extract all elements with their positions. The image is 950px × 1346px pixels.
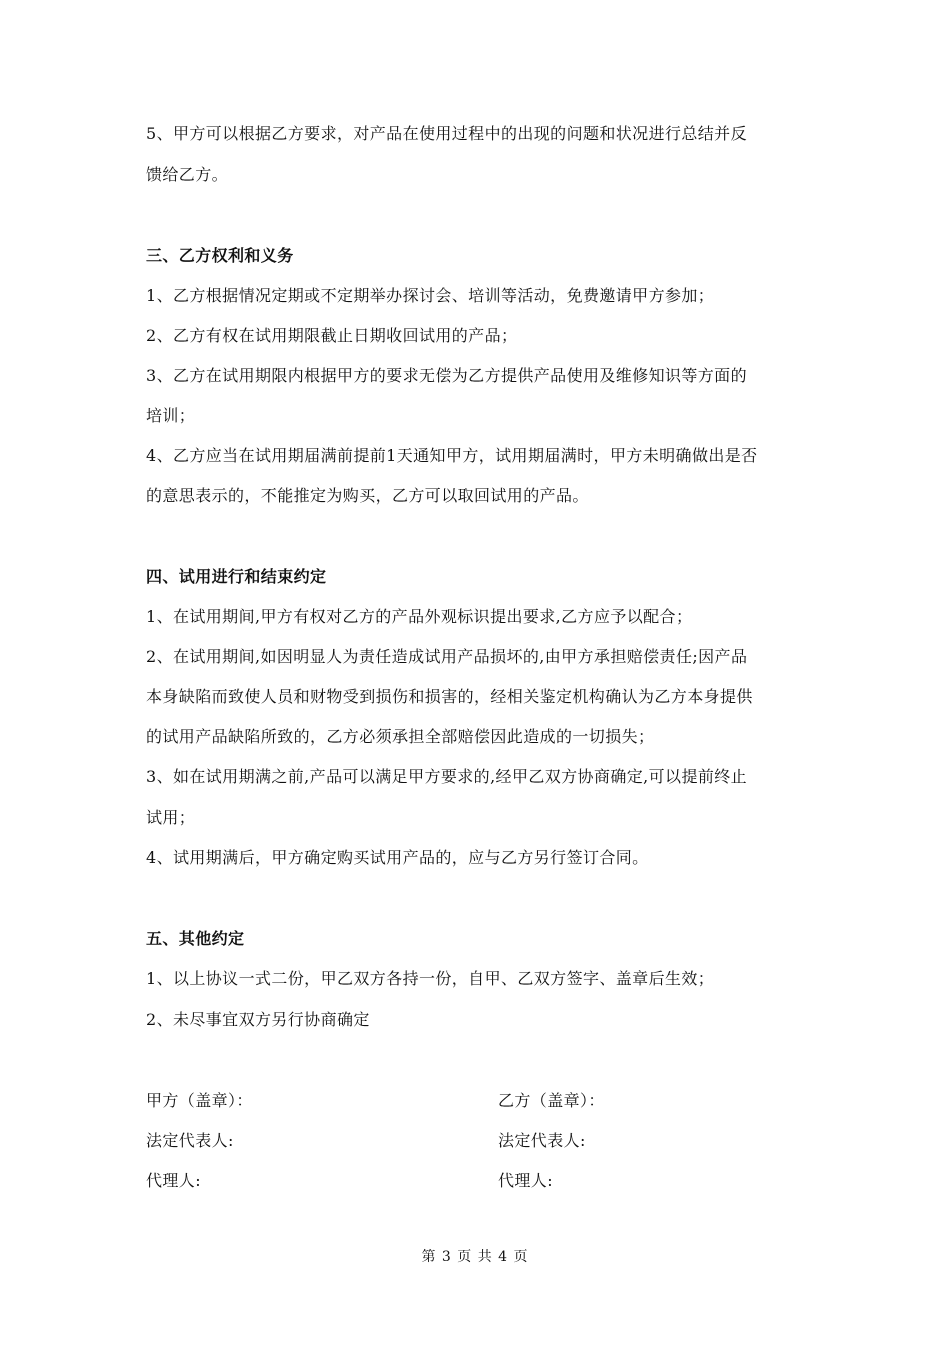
paragraph-line: 培训； — [146, 406, 196, 425]
party-a-seal-label: 甲方（盖章）： — [146, 1091, 253, 1110]
section-heading: 四、试用进行和结束约定 — [146, 567, 327, 586]
paragraph-line: 2、在试用期间,如因明显人为责任造成试用产品损坏的,由甲方承担赔偿责任;因产品 — [146, 647, 748, 666]
paragraph-line: 的意思表示的，不能推定为购买，乙方可以取回试用的产品。 — [146, 486, 589, 505]
paragraph-line: 试用； — [146, 808, 196, 827]
page-number-footer: 第 3 页 共 4 页 — [421, 1249, 529, 1265]
paragraph-line: 2、乙方有权在试用期限截止日期收回试用的产品； — [146, 326, 518, 345]
paragraph-line: 2、未尽事宜双方另行协商确定 — [146, 1010, 370, 1029]
party-a-agent-label: 代理人: — [146, 1171, 201, 1190]
paragraph-line: 3、如在试用期满之前,产品可以满足甲方要求的,经甲乙双方协商确定,可以提前终止 — [146, 767, 748, 786]
party-b-agent-label: 代理人: — [498, 1171, 553, 1190]
paragraph-line: 馈给乙方。 — [146, 165, 229, 184]
party-b-legal-rep-label: 法定代表人: — [498, 1131, 586, 1150]
paragraph-line: 的试用产品缺陷所致的，乙方必须承担全部赔偿因此造成的一切损失； — [146, 727, 655, 746]
paragraph-line: 1、以上协议一式二份，甲乙双方各持一份，自甲、乙双方签字、盖章后生效； — [146, 969, 715, 988]
paragraph-line: 4、试用期满后，甲方确定购买试用产品的，应与乙方另行签订合同。 — [146, 848, 649, 867]
paragraph-line: 5、甲方可以根据乙方要求，对产品在使用过程中的出现的问题和状况进行总结并反 — [146, 124, 747, 143]
party-a-legal-rep-label: 法定代表人: — [146, 1131, 234, 1150]
paragraph-line: 4、乙方应当在试用期届满前提前1天通知甲方，试用期届满时，甲方未明确做出是否 — [146, 446, 758, 465]
section-heading: 五、其他约定 — [146, 929, 245, 948]
party-b-seal-label: 乙方（盖章）： — [498, 1091, 605, 1110]
paragraph-line: 本身缺陷而致使人员和财物受到损伤和损害的，经相关鉴定机构确认为乙方本身提供 — [146, 687, 753, 706]
paragraph-line: 3、乙方在试用期限内根据甲方的要求无偿为乙方提供产品使用及维修知识等方面的 — [146, 366, 747, 385]
paragraph-line: 1、在试用期间,甲方有权对乙方的产品外观标识提出要求,乙方应予以配合； — [146, 607, 693, 626]
section-heading: 三、乙方权利和义务 — [146, 246, 294, 265]
paragraph-line: 1、乙方根据情况定期或不定期举办探讨会、培训等活动，免费邀请甲方参加； — [146, 286, 715, 305]
